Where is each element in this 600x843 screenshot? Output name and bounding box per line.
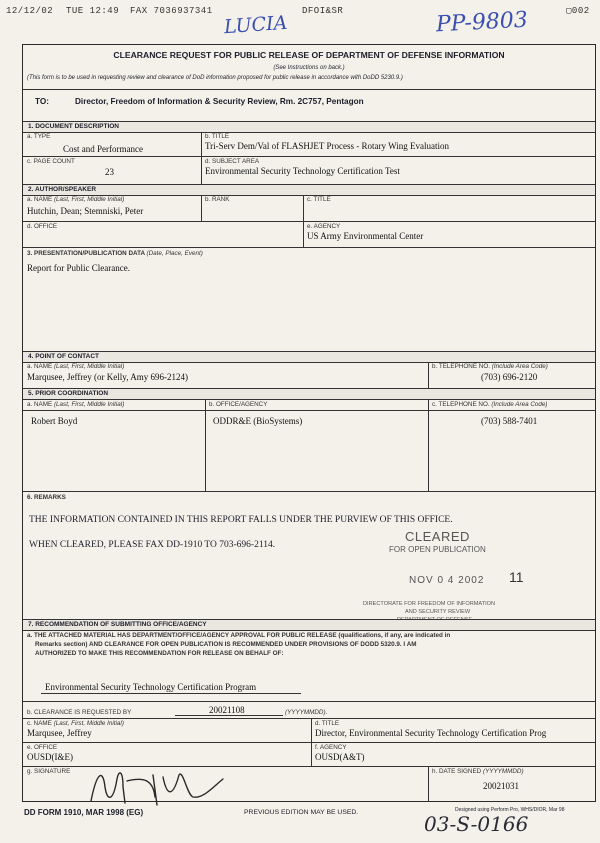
contact-name-label: a. NAME (Last, First, Middle Initial) [27, 363, 125, 370]
page-count-value: 23 [105, 167, 114, 177]
coordination-phone-value: (703) 588-7401 [481, 416, 538, 426]
recommender-office-label: e. OFFICE [27, 744, 58, 751]
type-label: a. TYPE [27, 133, 51, 140]
stamp-date: NOV 0 4 2002 [409, 575, 485, 586]
subject-area-value: Environmental Security Technology Certification Test [205, 166, 400, 176]
divider [23, 89, 595, 90]
divider [428, 766, 429, 801]
stamp-cleared: CLEARED [405, 529, 470, 544]
recommender-agency-label: f. AGENCY [315, 744, 347, 751]
presentation-data-value: Report for Public Clearance. [27, 263, 130, 273]
author-name-label: a. NAME (Last, First, Middle Initial) [27, 196, 125, 203]
section-document-description: 1. DOCUMENT DESCRIPTION [23, 121, 595, 133]
contact-name-value: Marqusee, Jeffrey (or Kelly, Amy 696-2124) [27, 372, 188, 382]
clearance-requested-label: b. CLEARANCE IS REQUESTED BY [27, 709, 132, 716]
coordination-office-value: ODDR&E (BioSystems) [213, 416, 303, 426]
recommendation-text-2: Remarks section) AND CLEARANCE FOR OPEN PUBLICATION IS RECOMMENDED UNDER PROVISIONS OF DODD 5320.9. I AM [35, 641, 417, 648]
fax-number: FAX 7036937341 [130, 6, 213, 16]
fax-time: TUE 12:49 [66, 6, 120, 16]
fax-date: 12/12/02 [6, 6, 54, 16]
agency-label: e. AGENCY [307, 223, 341, 230]
author-title-label: c. TITLE [307, 196, 331, 203]
agency-value: US Army Environmental Center [307, 231, 424, 241]
divider [23, 247, 595, 248]
stamp-number: 11 [509, 569, 524, 585]
previous-edition-note: PREVIOUS EDITION MAY BE USED. [244, 809, 359, 816]
section-presentation-data: 3. PRESENTATION/PUBLICATION DATA (Date, Place, Event) [27, 250, 203, 257]
recommender-agency-value: OUSD(A&T) [315, 752, 365, 762]
date-signed-value: 20021031 [483, 781, 519, 791]
form-title: CLEARANCE REQUEST FOR PUBLIC RELEASE OF DEPARTMENT OF DEFENSE INFORMATION [113, 50, 505, 60]
recommender-title-label: d. TITLE [315, 720, 340, 727]
section-recommendation: 7. RECOMMENDATION OF SUBMITTING OFFICE/AGENCY [23, 619, 595, 631]
recommender-name-value: Marqusee, Jeffrey [27, 728, 92, 738]
stamp-directorate-line-2: AND SECURITY REVIEW [405, 609, 471, 615]
on-behalf-of-value: Environmental Security Technology Certification Program [45, 682, 257, 692]
coordination-phone-label: c. TELEPHONE NO. (Include Area Code) [432, 401, 548, 408]
rank-label: b. RANK [205, 196, 230, 203]
designed-using-note: Designed using Perform Pro, WHS/DIOR, Mar 98 [455, 807, 565, 813]
divider [205, 399, 206, 491]
date-signed-label: h. DATE SIGNED (YYYYMMDD) [432, 768, 524, 775]
recommender-name-label: c. NAME (Last, First, Middle Initial) [27, 720, 124, 727]
divider [41, 693, 301, 694]
divider [428, 399, 429, 491]
stamp-for-open-publication: FOR OPEN PUBLICATION [389, 545, 486, 554]
form-purpose: (This form is to be used in requesting review and clearance of DoD information proposed for public release in accordance with DoDD 5230.9.) [27, 75, 403, 81]
section-author-speaker: 2. AUTHOR/SPEAKER [23, 184, 595, 196]
divider [23, 410, 595, 411]
divider [201, 195, 202, 221]
divider [428, 362, 429, 388]
author-name-value: Hutchin, Dean; Stemniski, Peter [27, 206, 144, 216]
divider [23, 742, 595, 743]
coordination-name-label: a. NAME (Last, First, Middle Initial) [27, 401, 125, 408]
clearance-date-format: (YYYYMMDD). [285, 709, 328, 716]
divider [23, 156, 595, 157]
page-count-label: c. PAGE COUNT [27, 158, 75, 165]
divider [175, 715, 283, 716]
stamp-directorate-line-1: DIRECTORATE FOR FREEDOM OF INFORMATION [363, 601, 496, 607]
section-prior-coordination: 5. PRIOR COORDINATION [23, 388, 595, 400]
divider [23, 718, 595, 719]
handwritten-name: LUCIA [223, 11, 289, 39]
recommendation-text-1: a. THE ATTACHED MATERIAL HAS DEPARTMENT/OFFICE/AGENCY APPROVAL FOR PUBLIC RELEASE (qualifications, if any, are indicated in [27, 632, 451, 639]
divider [23, 491, 595, 492]
subject-area-label: d. SUBJECT AREA [205, 158, 260, 165]
divider [201, 132, 202, 184]
title-label: b. TITLE [205, 133, 230, 140]
type-value: Cost and Performance [63, 144, 143, 154]
form-identifier: DD FORM 1910, MAR 1998 (EG) [24, 808, 144, 817]
contact-phone-label: b. TELEPHONE NO. (Include Area Code) [432, 363, 548, 370]
remarks-line-2: WHEN CLEARED, PLEASE FAX DD-1910 TO 703-696-2114. [29, 540, 276, 550]
clearance-requested-value: 20021108 [209, 705, 245, 715]
divider [23, 221, 595, 222]
remarks-line-1: THE INFORMATION CONTAINED IN THIS REPORT FALLS UNDER THE PURVIEW OF THIS OFFICE. [29, 515, 453, 525]
to-value: Director, Freedom of Information & Security Review, Rm. 2C757, Pentagon [75, 97, 364, 106]
handwritten-reference: PP-9803 [435, 7, 529, 38]
recommender-title-value: Director, Environmental Security Technology Certification Prog [315, 728, 547, 738]
divider [23, 701, 595, 702]
fax-page-number: ▢002 [566, 6, 590, 16]
office-label: d. OFFICE [27, 223, 58, 230]
contact-phone-value: (703) 696-2120 [481, 372, 538, 382]
handwritten-case-number: 03-S-0166 [424, 812, 529, 836]
recommender-office-value: OUSD(I&E) [27, 752, 73, 762]
page-icon: ▢ [566, 6, 572, 16]
fax-office: DFOI&SR [302, 6, 344, 16]
section-point-of-contact: 4. POINT OF CONTACT [23, 351, 595, 363]
section-remarks: 6. REMARKS [27, 494, 66, 501]
signature-graphic [83, 767, 233, 807]
recommendation-text-3: AUTHORIZED TO MAKE THIS RECOMMENDATION FOR RELEASE ON BEHALF OF: [35, 650, 284, 657]
to-label: TO: [35, 97, 49, 106]
see-instructions: (See Instructions on back.) [273, 65, 345, 71]
coordination-name-value: Robert Boyd [31, 416, 78, 426]
clearance-request-form [22, 44, 596, 802]
signature-label: g. SIGNATURE [27, 768, 71, 775]
title-value: Tri-Serv Dem/Val of FLASHJET Process - Rotary Wing Evaluation [205, 141, 449, 151]
coordination-office-label: b. OFFICE/AGENCY [209, 401, 268, 408]
